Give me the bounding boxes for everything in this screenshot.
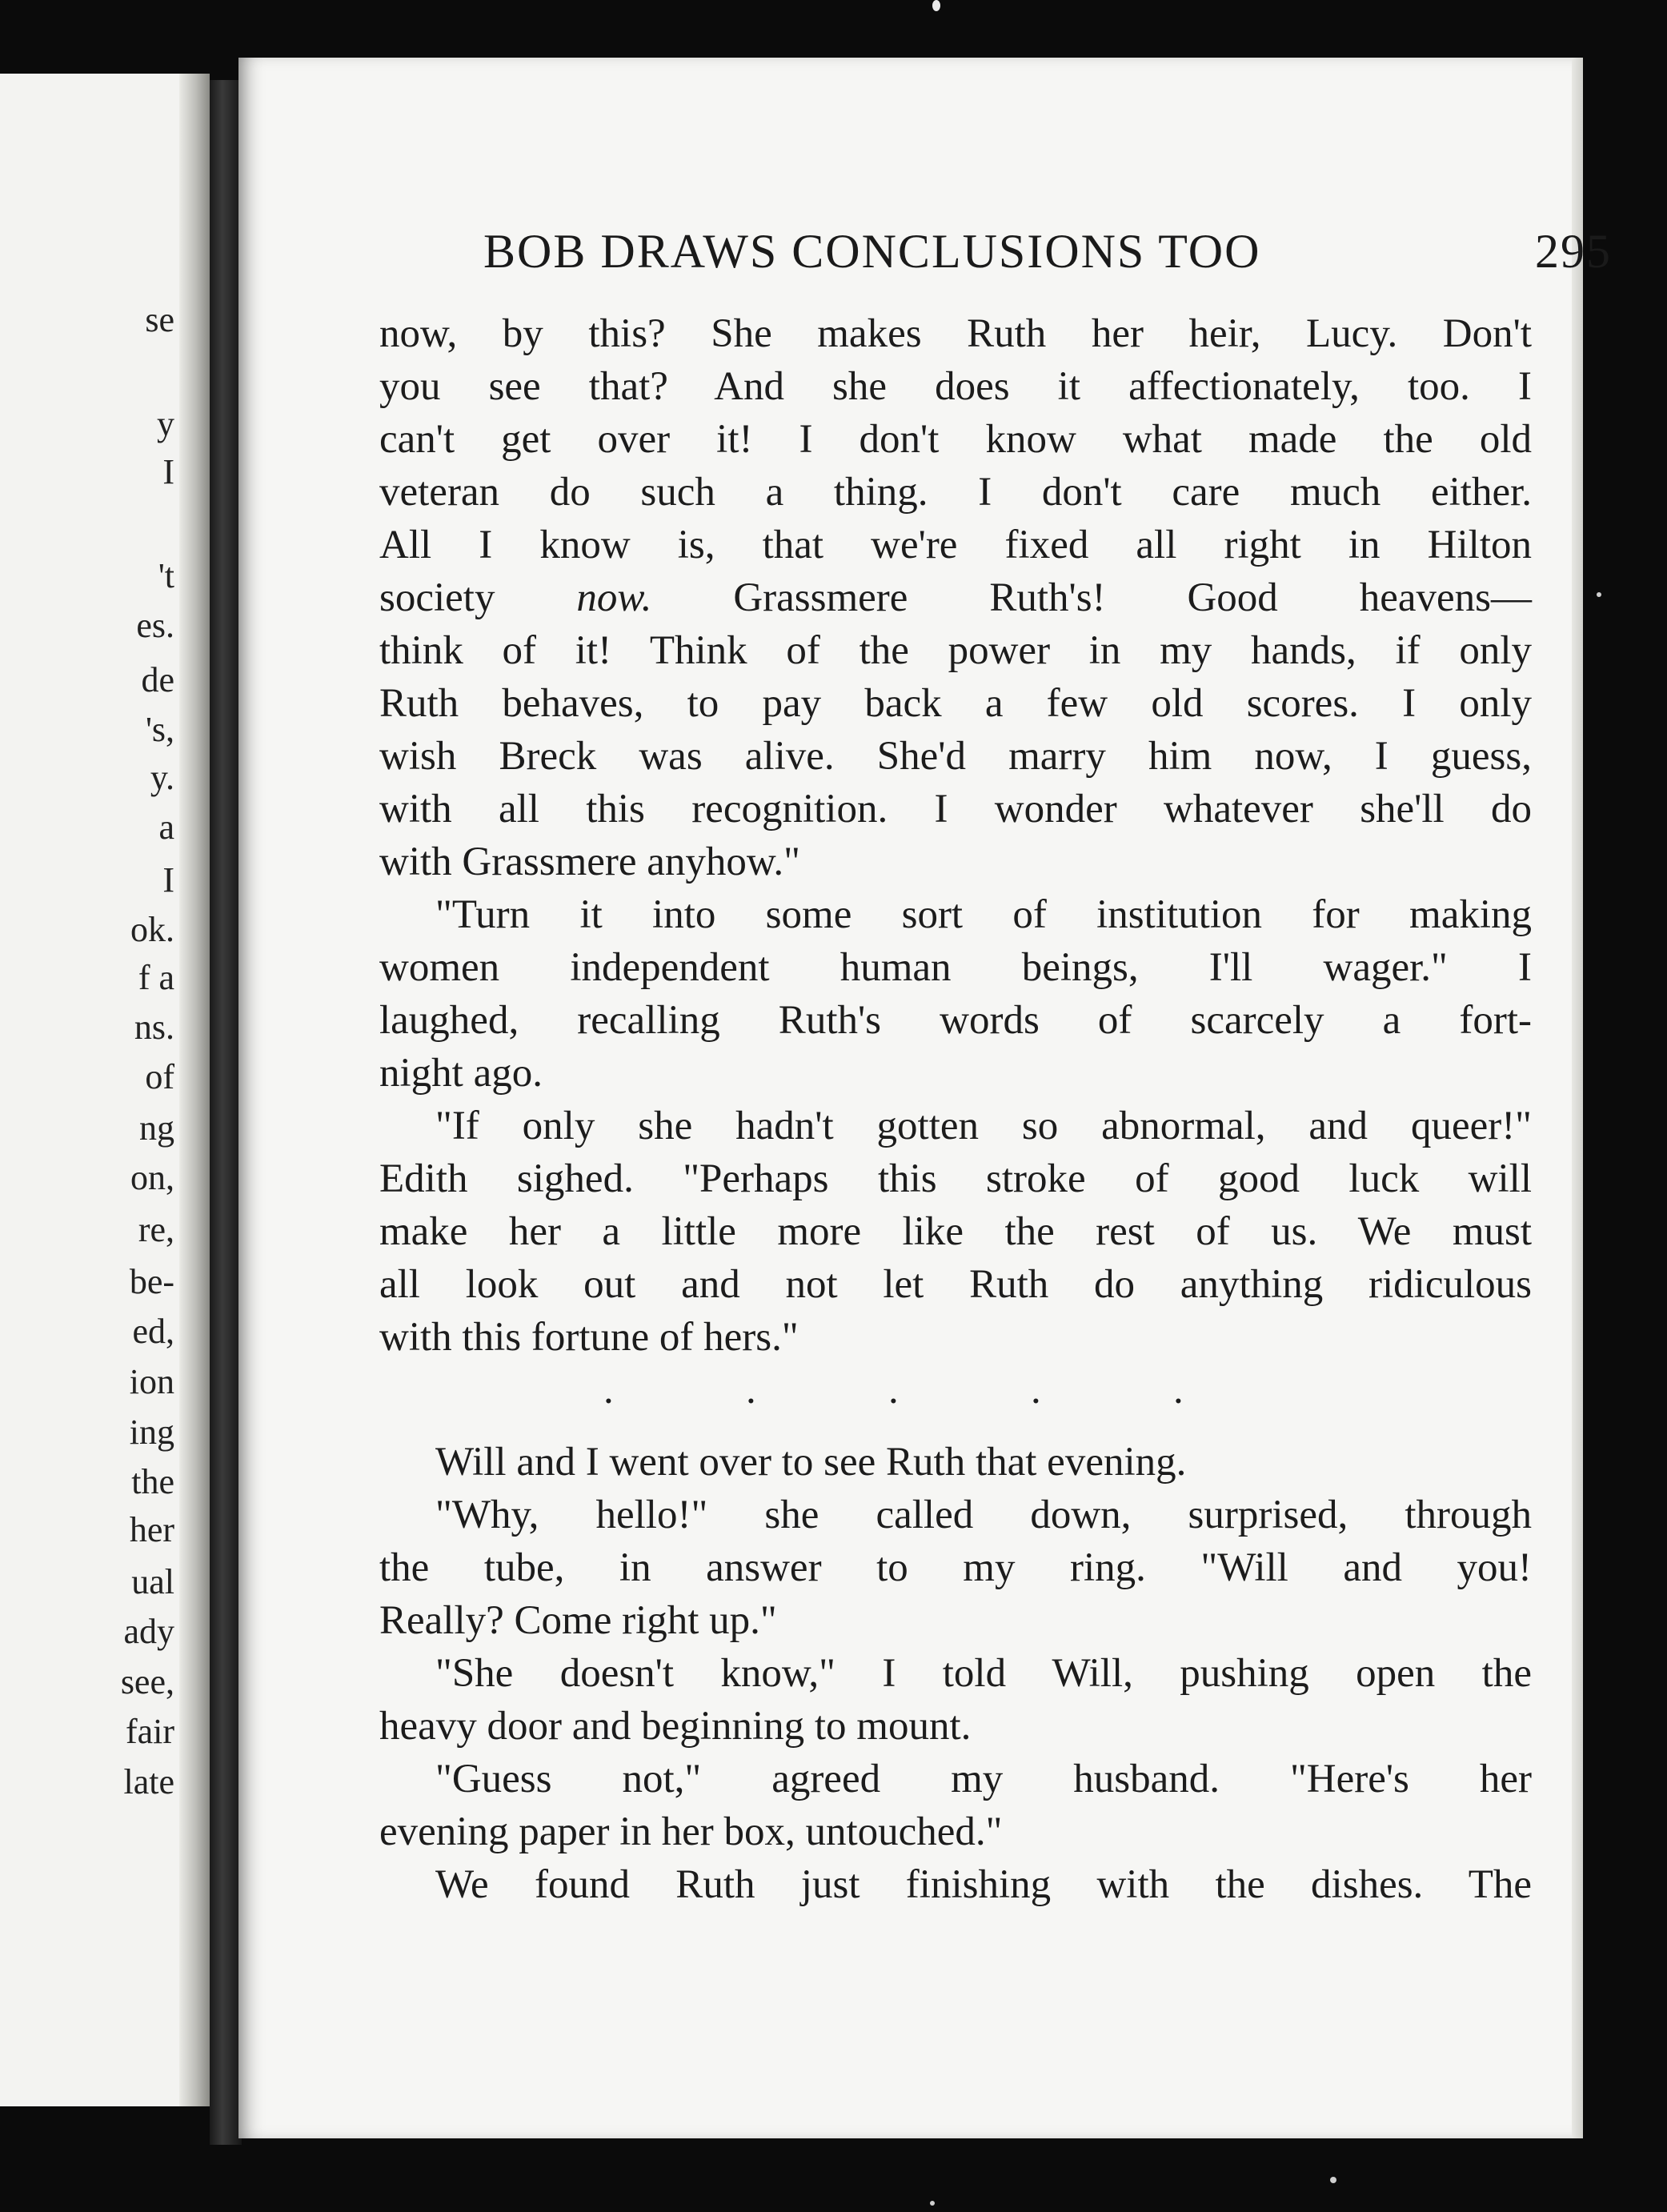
previous-page-line-end: the [131, 1462, 174, 1501]
text-line: All I know is, that we're fixed all right in Hilton [379, 523, 1532, 567]
previous-page-line-end: I [162, 452, 174, 491]
section-break-dot: . [1031, 1368, 1041, 1413]
previous-page-fragment [0, 74, 210, 2106]
text-line: with all this recognition. I wonder whatever she'll do [379, 787, 1532, 832]
previous-page-line-end: ion [129, 1362, 174, 1401]
text-line: Edith sighed. "Perhaps this stroke of good luck will [379, 1156, 1532, 1201]
previous-page-line-end: be- [129, 1262, 174, 1301]
text-line: evening paper in her box, untouched." [379, 1809, 1003, 1854]
previous-page-line-end: ing [129, 1413, 174, 1452]
text-line: Really? Come right up." [379, 1598, 777, 1643]
scan-speck [930, 2201, 935, 2206]
text-line: "If only she hadn't gotten so abnormal, and queer!" [435, 1104, 1532, 1148]
previous-page-line-end: y [157, 404, 174, 443]
text-line: with Grassmere anyhow." [379, 840, 800, 884]
previous-page-line-end: ady [123, 1612, 174, 1651]
text-line: Will and I went over to see Ruth that evening. [435, 1440, 1187, 1485]
page-edge [1572, 58, 1583, 2138]
scan-speck [932, 0, 940, 11]
section-break-dots [379, 1364, 1532, 1417]
left-page-gutter [179, 74, 210, 2106]
text-line: We found Ruth just finishing with the dishes. The [435, 1862, 1532, 1907]
section-break-dot: . [1173, 1368, 1184, 1413]
page-number: 295 [1535, 225, 1612, 278]
scan-speck [1330, 2177, 1336, 2183]
previous-page-line-end: on, [130, 1158, 174, 1197]
previous-page-line-end: 't [158, 556, 174, 595]
text-line: "Turn it into some sort of institution for making [435, 892, 1532, 937]
text-line: with this fortune of hers." [379, 1315, 799, 1360]
text-line: can't get over it! I don't know what made the old [379, 417, 1532, 462]
text-line: veteran do such a thing. I don't care much either. [379, 470, 1532, 515]
section-break-gap [379, 1417, 1532, 1436]
text-line: all look out and not let Ruth do anything ridiculous [379, 1262, 1532, 1307]
text-line: women independent human beings, I'll wager." I [379, 945, 1532, 990]
previous-page-line-end: a [158, 807, 174, 847]
text-line: night ago. [379, 1051, 543, 1096]
previous-page-line-end: ual [131, 1562, 174, 1601]
section-break-dot: . [746, 1368, 756, 1413]
previous-page-line-end: es. [136, 606, 174, 645]
previous-page-line-end: y. [150, 758, 174, 797]
book-binding [210, 80, 242, 2145]
previous-page-line-end: ns. [134, 1008, 174, 1047]
text-line: make her a little more like the rest of us. We must [379, 1209, 1532, 1254]
text-line: now, by this? She makes Ruth her heir, Lucy. Don't [379, 311, 1532, 356]
previous-page-line-end: re, [138, 1210, 174, 1249]
previous-page-line-end: f a [138, 958, 174, 997]
text-line: "Guess not," agreed my husband. "Here's her [435, 1757, 1532, 1801]
text-line: think of it! Think of the power in my hands, if only [379, 628, 1532, 673]
previous-page-line-end: of [145, 1057, 174, 1096]
previous-page-line-end: se [145, 300, 174, 339]
text-line: the tube, in answer to my ring. "Will and you! [379, 1545, 1532, 1590]
previous-page-line-end: I [162, 860, 174, 900]
previous-page-line-end: fair [125, 1712, 174, 1751]
previous-page-line-end: see, [120, 1662, 174, 1701]
text-line: you see that? And she does it affectionately, too. I [379, 364, 1532, 409]
previous-page-line-end: ok. [130, 910, 174, 949]
text-line: Ruth behaves, to pay back a few old scores. I only [379, 681, 1532, 726]
previous-page-line-end: ng [139, 1108, 174, 1148]
text-line: society now. Grassmere Ruth's! Good heavens— [379, 575, 1532, 620]
text-line: "She doesn't know," I told Will, pushing open the [435, 1651, 1532, 1696]
current-page [238, 58, 1612, 2138]
previous-page-line-end: de [141, 660, 174, 699]
text-line: heavy door and beginning to mount. [379, 1704, 972, 1749]
chapter-title: BOB DRAWS CONCLUSIONS TOO [483, 225, 1261, 278]
previous-page-line-end: ed, [132, 1312, 174, 1351]
section-break-dot: . [888, 1368, 899, 1413]
scan-speck [1597, 592, 1601, 597]
text-line: laughed, recalling Ruth's words of scarcely a fort- [379, 998, 1532, 1043]
previous-page-line-end: her [129, 1510, 174, 1549]
page-body-text [379, 307, 1532, 1911]
section-break-dot: . [603, 1368, 614, 1413]
previous-page-line-end: 's, [145, 710, 174, 749]
previous-page-line-end: late [123, 1762, 174, 1801]
text-line: wish Breck was alive. She'd marry him now, I guess, [379, 734, 1532, 779]
text-line: "Why, hello!" she called down, surprised, through [435, 1493, 1532, 1537]
